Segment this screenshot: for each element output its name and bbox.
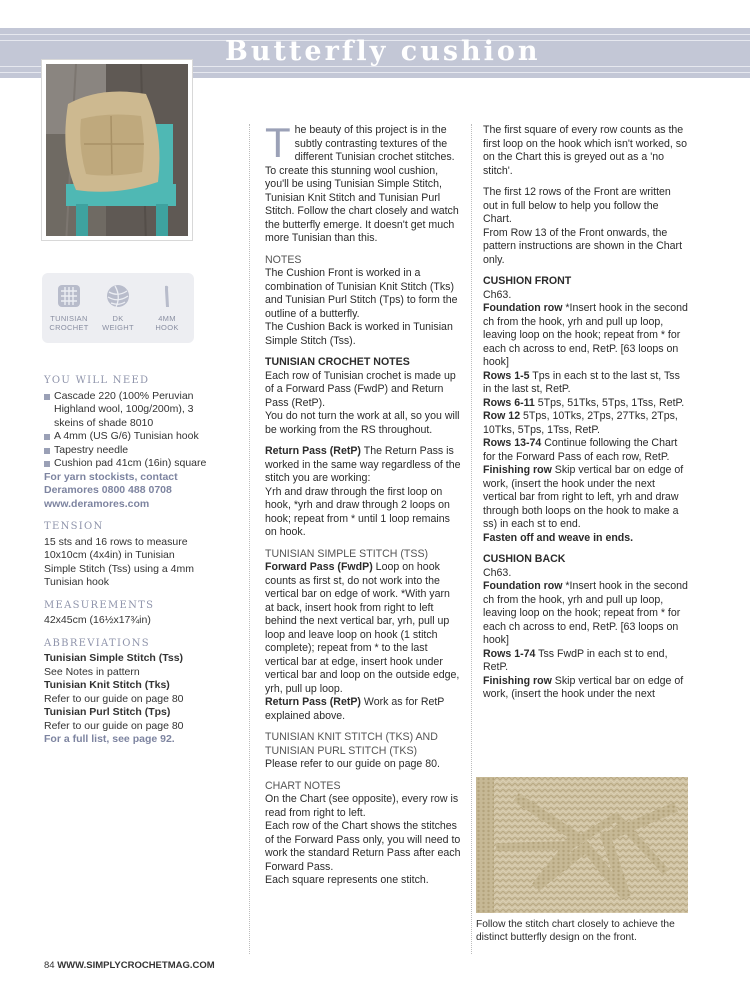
drop-cap: T (265, 119, 291, 166)
abbr-term: Tunisian Knit Stitch (Tks) (44, 679, 170, 691)
abbr-desc: Refer to our guide on page 80 (44, 692, 184, 705)
page-number: 84 (44, 960, 55, 971)
list-item: Tapestry needle (44, 444, 209, 458)
full-list-link[interactable]: For a full list, see page 92. (44, 733, 175, 745)
yarn-ball-icon (105, 283, 131, 309)
badge-dk-weight: DK WEIGHT (95, 279, 141, 332)
body-column-1: The beauty of this project is in the subtly contrasting textures of the different Tunisian crochet stitches. To create this stunning wool cushion, you'll be using Tunisian Simple Stitch, Tunisian Knit Stitch and Tunisian Purl Stitch. Follow the chart closely and watch the butterfly emerge. It doesn't get much more Tunisian than this. NOTES The Cushion Front is worked in a combination of Tunisian Knit Stitch (Tks) and Tunisian Purl Stitch (Tps) to form the outline of a butterfly. The Cushion Back is worked in Tunisian Simple Stitch (Tss). TUNISIAN CROCHET NOTES Each row of Tunisian crochet is made up of a Forward Pass (FwdP) and Return Pass (RetP). You do not turn the work at all, so you will be working from the RS throughout. Return Pass (RetP) The Return Pass is worked in the same way regardless of the stitch you are working: Yrh and draw through the first loop on hook, *yrh and draw through 2 loops on hook; repeat from * until 1 loop remains on hook. TUNISIAN SIMPLE STITCH (TSS) Forward Pass (FwdP) Loop on hook counts as first st, do not work into the vertical bar on edge of work. *With yarn at back, insert hook from right to left behind the next vertical bar, yrh, pull up loop and leave loop on hook (1 stitch complete); repeat from * to the last vertical bar at edge, insert hook under vertical bar and loop on the outside edge, yrh, pull up loop. Return Pass (RetP) Work as for RetP explained above. TUNISIAN KNIT STITCH (TKS) AND TUNISIAN PURL STITCH (TKS) Please refer to our guide on page 80. CHART NOTES On the Chart (see opposite), every row is read from right to left. Each row of the Chart shows the stitches of the Forward Pass only, you will need to work the standard Return Pass after each Forward Pass. Each square represents one stitch. (265, 119, 461, 886)
abbr-desc: See Notes in pattern (44, 665, 140, 678)
measurements-heading: MEASUREMENTS (44, 599, 155, 611)
list-item: A 4mm (US G/6) Tunisian hook (44, 430, 209, 444)
chart-notes-heading: CHART NOTES (265, 779, 341, 792)
badge-tunisian-crochet: TUNISIAN CROCHET (46, 279, 92, 332)
tension-heading: TENSION (44, 521, 104, 532)
badge-4mm-hook: 4MM HOOK (144, 279, 190, 332)
abbreviations-heading: ABBREVIATIONS (44, 637, 150, 649)
cushion-front-heading: CUSHION FRONT (483, 275, 572, 287)
hook-icon (154, 283, 180, 309)
column-divider (249, 124, 250, 954)
page-footer (44, 960, 215, 971)
abbr-term: Tunisian Simple Stitch (Tss) (44, 652, 184, 664)
skill-badges (42, 273, 194, 343)
column-divider (471, 124, 472, 954)
tss-heading: TUNISIAN SIMPLE STITCH (TSS) (265, 547, 429, 560)
tension-text: 15 sts and 16 rows to measure 10x10cm (4x4in) in Tunisian Simple Stitch (Tss) using a 4mm Tunisian hook (44, 535, 194, 588)
cushion-back-heading: CUSHION BACK (483, 553, 566, 565)
tks-heading: TUNISIAN KNIT STITCH (TKS) AND TUNISIAN PURL STITCH (TKS) (265, 731, 438, 757)
list-item: Cascade 220 (100% Peruvian Highland wool, 100g/200m), 3 skeins of shade 8010 (44, 390, 209, 431)
notes-heading: NOTES (265, 253, 302, 266)
abbr-desc: Refer to our guide on page 80 (44, 719, 184, 732)
cushion-photo (42, 60, 192, 240)
abbr-term: Tunisian Purl Stitch (Tps) (44, 706, 171, 718)
site-url[interactable]: WWW.SIMPLYCROCHETMAG.COM (57, 960, 215, 971)
stockists-note: For yarn stockists, contact Deramores 0800 488 0708 (44, 470, 178, 496)
body-column-2: The first square of every row counts as the first loop on the hook which isn't worked, so on the Chart this is greyed out as a 'no stitch'. The first 12 rows of the Front are written out in full below to help you follow the Chart. From Row 13 of the Front onwards, the pattern instructions are shown in the Chart only. CUSHION FRONT Ch63. Foundation row *Insert hook in the second ch from the hook, yrh and pull up loop, leaving loop on the hook; repeat from * for each ch across to end, RetP. [63 loops on hook] Rows 1-5 Tps in each st to the last st, Tss in the last st, RetP. Rows 6-11 5Tps, 51Tks, 5Tps, 1Tss, RetP. Row 12 5Tps, 10Tks, 2Tps, 27Tks, 2Tps, 10Tks, 5Tps, 1Tss, RetP. Rows 13-74 Continue following the Chart for the Forward Pass of each row, RetP. Finishing row Skip vertical bar on edge of work, (insert the hook under the next vertical bar from right to left, yrh and draw through both loops on the hook to make a ss) in each st to end. Fasten off and weave in ends. CUSHION BACK Ch63. Foundation row *Insert hook in the second ch from the hook, yrh and pull up loop, leaving loop on the hook; repeat from * for each ch across to end, RetP. [63 loops on hook] Rows 1-74 Tss FwdP in each st to end, RetP. Finishing row Skip vertical bar on edge of work, (insert the hook under the next (483, 124, 688, 700)
swatch-caption: Follow the stitch chart closely to achieve the distinct butterfly design on the front. (476, 919, 675, 943)
you-will-need-heading: YOU WILL NEED (44, 375, 150, 386)
list-item: Cushion pad 41cm (16in) square (44, 457, 209, 471)
materials-sidebar (44, 374, 209, 756)
intro-paragraph: The beauty of this project is in the subtly contrasting textures of the different Tunisian crochet stitches. To create this stunning wool cushion, you'll be using Tunisian Simple Stitch, Tunisian Knit Stitch and Tunisian Purl Stitch. Follow the chart closely and watch the butterfly emerge. It doesn't get much more Tunisian than this. (265, 119, 459, 244)
tunisian-crochet-icon (56, 283, 82, 309)
page-title: Butterfly cushion (225, 36, 541, 67)
stitch-swatch-photo (476, 777, 688, 913)
measurements-text: 42x45cm (16½x17¾in) (44, 614, 151, 626)
tunisian-notes-heading: TUNISIAN CROCHET NOTES (265, 356, 410, 368)
stockist-website[interactable]: www.deramores.com (44, 497, 150, 510)
